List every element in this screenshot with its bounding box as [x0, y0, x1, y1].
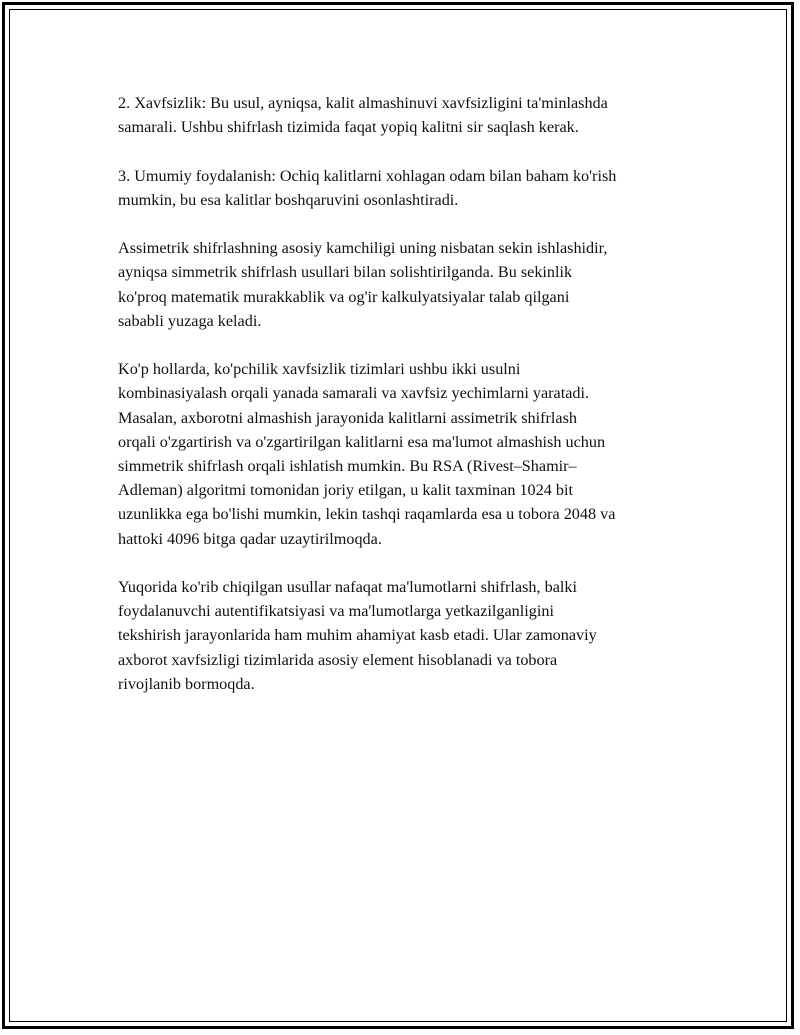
paragraph-conclusion: Yuqorida ko'rib chiqilgan usullar nafaqat ma'lumotlarni shifrlash, balki foydalanuvchi autentifikatsiyasi va ma'lumotlarga yetkazilganligini tekshirish jarayonlarida ham muhim ahamiyat kasb etadi. Ular zamonaviy axborot xavfsizligi tizimlarida asosiy element hisoblanadi va tobora rivojlanib bormoqda. [118, 578, 597, 693]
paragraph-security: 2. Xavfsizlik: Bu usul, ayniqsa, kalit almashinuvi xavfsizligini ta'minlashda samarali. Ushbu shifrlash tizimida faqat yopiq kalitni sir saqlash kerak. [118, 94, 608, 137]
paragraph-drawback: Assimetrik shifrlashning asosiy kamchiligi uning nisbatan sekin ishlashidir, ayniqsa simmetrik shifrlash usullari bilan solishtirilganda. Bu sekinlik ko'proq matematik murakkablik va og'ir kalkulyatsiyalar talab qilgani sababli yuzaga keladi. [118, 239, 608, 330]
paragraph-hybrid-systems: Ko'p hollarda, ko'pchilik xavfsizlik tizimlari ushbu ikki usulni kombinasiyalash orqali yanada samarali va xavfsiz yechimlarni yaratadi. Masalan, axborotni almashish jarayonida kalitlarni assimetrik shifrlash orqali o'zgartirish va o'zgartirilgan kalitlarni esa ma'lumot almashish uchun simmetrik shifrlash orqali ishlatish mumkin. Bu RSA (Rivest–Shamir– Adleman) algoritmi tomonidan joriy etilgan, u kalit taxminan 1024 bit uzunlikka ega bo'lishi mumkin, lekin tashqi raqamlarda esa u tobora 2048 va hattoki 4096 bitga qadar uzaytirilmoqda. [118, 360, 616, 548]
paragraph-public-use: 3. Umumiy foydalanish: Ochiq kalitlarni xohlagan odam bilan baham ko'rish mumkin, bu esa kalitlar boshqaruvini osonlashtiradi. [118, 166, 617, 209]
document-body [118, 91, 698, 720]
